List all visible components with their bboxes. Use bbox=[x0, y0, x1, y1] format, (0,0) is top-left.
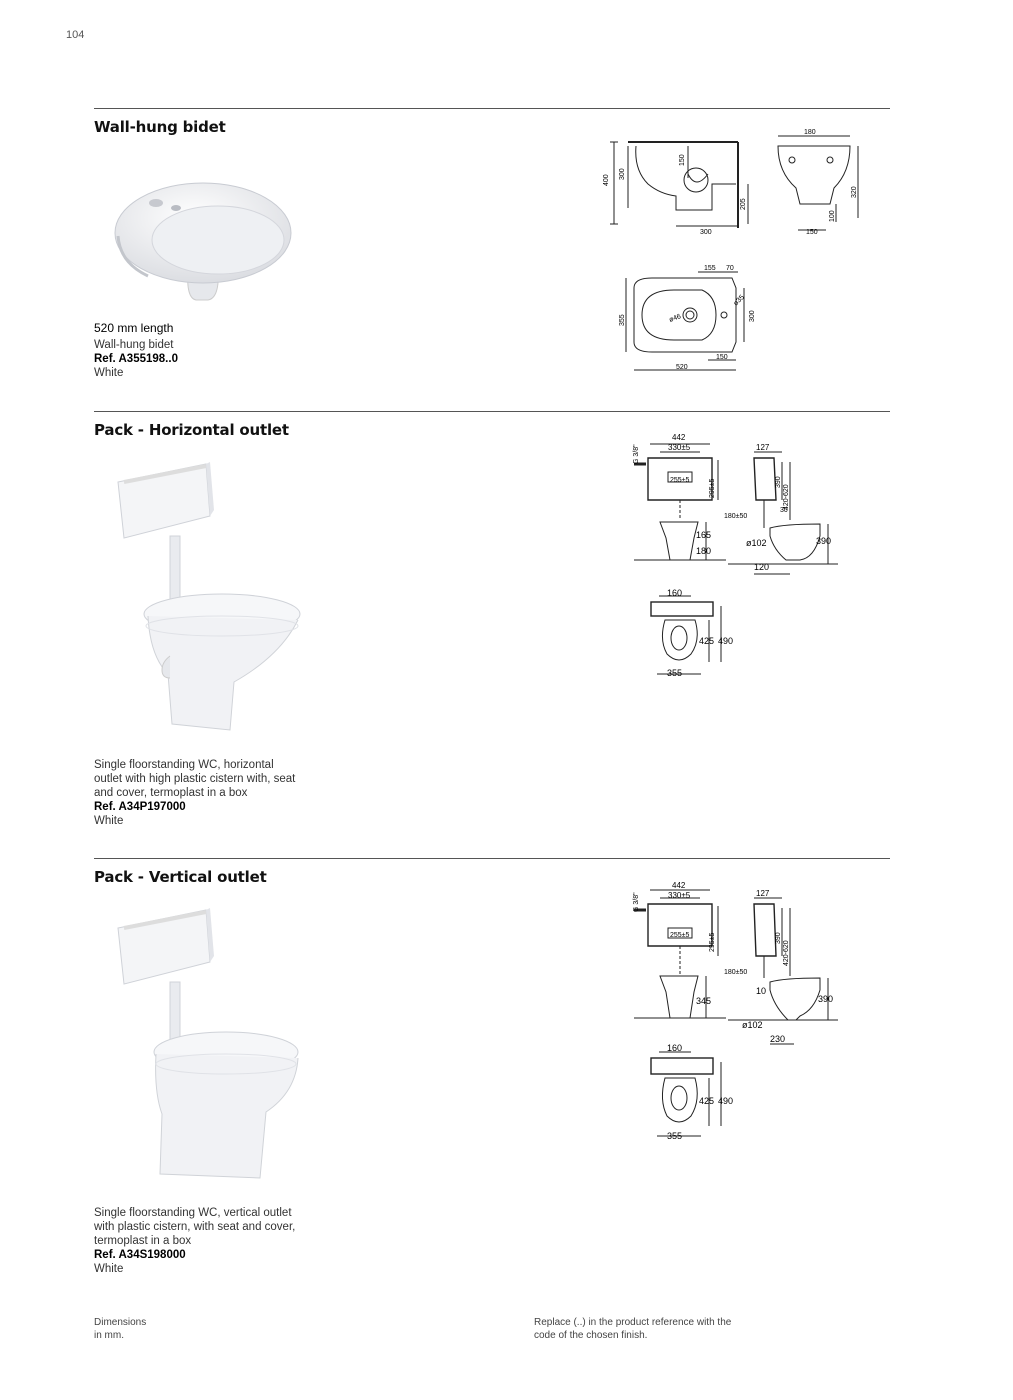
bidet-side-drawing bbox=[600, 128, 760, 238]
dim-label: 180±50 bbox=[724, 969, 748, 976]
product-reference: Ref. A34S198000 bbox=[94, 1249, 186, 1261]
dim-label: 520 bbox=[676, 364, 688, 371]
dim-label: 205 bbox=[740, 198, 747, 210]
dim-label: 420-620 bbox=[783, 484, 790, 510]
dim-label: 390 bbox=[818, 994, 834, 1004]
section-title-vertical: Pack - Vertical outlet bbox=[94, 868, 267, 886]
page-number: 104 bbox=[66, 29, 85, 41]
dim-label: 355 bbox=[667, 668, 683, 678]
dim-label: 345 bbox=[696, 996, 712, 1006]
dim-label: ø46 bbox=[668, 313, 683, 324]
description-line: Single floorstanding WC, vertical outlet bbox=[94, 1207, 292, 1219]
dim-label: 425 bbox=[699, 1096, 715, 1106]
wc-vertical-photo bbox=[110, 902, 310, 1184]
dim-label: 127 bbox=[756, 889, 770, 898]
dim-label: 10 bbox=[756, 986, 767, 996]
dim-label: G 3/8" bbox=[633, 892, 640, 912]
wc-horizontal-photo bbox=[110, 456, 310, 738]
wc-vertical-side-drawing bbox=[724, 886, 844, 1050]
dim-label: 180 bbox=[804, 129, 816, 136]
section-divider bbox=[94, 108, 890, 109]
dim-label: 100 bbox=[829, 210, 836, 222]
dim-label: 490 bbox=[718, 1096, 734, 1106]
dim-label: 160 bbox=[667, 1043, 683, 1053]
dim-label: 300 bbox=[749, 310, 756, 322]
product-reference: Ref. A34P197000 bbox=[94, 801, 186, 813]
footer-line: in mm. bbox=[94, 1330, 124, 1341]
dim-label: 127 bbox=[756, 443, 770, 452]
dim-label: 295±5 bbox=[709, 478, 716, 498]
dim-label: 160 bbox=[667, 588, 683, 598]
product-finish: White bbox=[94, 1263, 124, 1275]
bidet-top-drawing bbox=[612, 260, 772, 376]
footer-dimensions-note bbox=[94, 1316, 146, 1342]
product-reference: Ref. A355198..0 bbox=[94, 353, 178, 365]
dim-label: 390 bbox=[775, 476, 782, 488]
footer-line: Replace (..) in the product reference with the bbox=[534, 1317, 732, 1328]
dim-label: 490 bbox=[718, 636, 734, 646]
wc-vertical-front-drawing bbox=[630, 876, 730, 1026]
footer-line: code of the chosen finish. bbox=[534, 1330, 648, 1341]
dim-label: ø102 bbox=[746, 538, 767, 548]
footer-finish-note bbox=[534, 1316, 731, 1342]
dim-label: 330±5 bbox=[668, 443, 691, 452]
dim-label: 442 bbox=[672, 433, 686, 442]
dim-label: 400 bbox=[603, 174, 610, 186]
wc-horizontal-front-drawing bbox=[630, 430, 730, 580]
dim-label: 255±5 bbox=[670, 932, 690, 939]
dim-label: 295±5 bbox=[709, 932, 716, 952]
bidet-photo bbox=[108, 158, 298, 308]
dim-label: 150 bbox=[679, 154, 686, 166]
dim-label: ø35 bbox=[732, 293, 746, 308]
product-name: Wall-hung bidet bbox=[94, 339, 174, 351]
description-line: with plastic cistern, with seat and cover, bbox=[94, 1221, 296, 1233]
dim-label: 425 bbox=[699, 636, 715, 646]
wc-vertical-top-drawing bbox=[645, 1040, 745, 1146]
dim-label: 30 bbox=[780, 507, 788, 514]
product-finish: White bbox=[94, 367, 124, 379]
product-description bbox=[94, 321, 324, 380]
wc-horizontal-top-drawing bbox=[645, 586, 745, 682]
dim-label: 70 bbox=[726, 265, 734, 272]
dim-label: G 3/8" bbox=[633, 444, 640, 464]
product-finish: White bbox=[94, 815, 124, 827]
description-line: and cover, termoplast in a box bbox=[94, 787, 248, 799]
dim-label: 420-620 bbox=[783, 940, 790, 966]
dim-label: 155 bbox=[704, 265, 716, 272]
product-description bbox=[94, 758, 334, 828]
dim-label: 120 bbox=[754, 562, 770, 572]
dim-label: 300 bbox=[619, 168, 626, 180]
dim-label: 300 bbox=[700, 229, 712, 236]
bidet-front-drawing bbox=[770, 126, 870, 238]
dim-label: 165 bbox=[696, 530, 712, 540]
footer-line: Dimensions bbox=[94, 1317, 147, 1328]
description-line: termoplast in a box bbox=[94, 1235, 192, 1247]
dim-label: 255±5 bbox=[670, 477, 690, 484]
dim-label: 355 bbox=[667, 1131, 683, 1141]
dim-label: 355 bbox=[619, 314, 626, 326]
description-line: outlet with high plastic cistern with, seat bbox=[94, 773, 296, 785]
dim-label: 150 bbox=[806, 229, 818, 236]
product-length: 520 mm length bbox=[94, 321, 174, 335]
description-line: Single floorstanding WC, horizontal bbox=[94, 759, 274, 771]
dim-label: 330±5 bbox=[668, 891, 691, 900]
dim-label: 150 bbox=[716, 354, 728, 361]
dim-label: 180 bbox=[696, 546, 712, 556]
product-description bbox=[94, 1206, 334, 1276]
dim-label: 320 bbox=[851, 186, 858, 198]
section-title-horizontal: Pack - Horizontal outlet bbox=[94, 421, 289, 439]
dim-label: 390 bbox=[816, 536, 832, 546]
dim-label: 180±50 bbox=[724, 513, 748, 520]
section-divider bbox=[94, 858, 890, 859]
dim-label: 390 bbox=[775, 932, 782, 944]
dim-label: 442 bbox=[672, 881, 686, 890]
dim-label: 230 bbox=[770, 1034, 786, 1044]
dim-label: ø102 bbox=[742, 1020, 763, 1030]
section-title-bidet: Wall-hung bidet bbox=[94, 118, 226, 136]
section-divider bbox=[94, 411, 890, 412]
wc-horizontal-side-drawing bbox=[724, 440, 844, 580]
